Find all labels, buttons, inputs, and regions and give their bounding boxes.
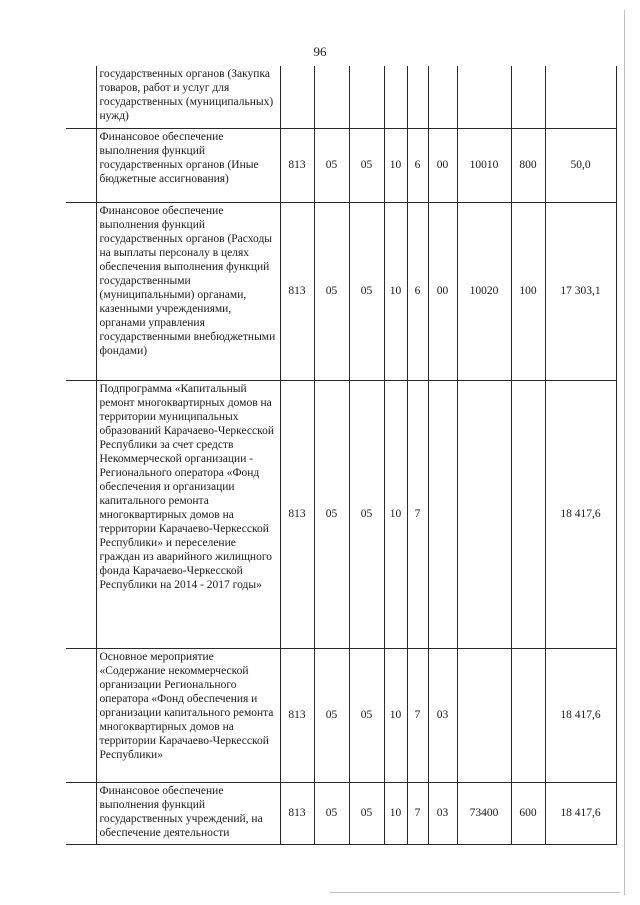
ministry-code-cell: 813 — [280, 128, 314, 202]
program-code-cell: 10 — [384, 202, 407, 380]
row-name-cell: Подпрограмма «Капитальный ремонт многоквартирных домов на территории муниципальных образований Карачаево-Черкесской Республики за счет средств Некоммерческой организации - Регионального оператора «Фонд обеспечения и организации капитального ремонта многоквартирных домов на территории Карачаево-Черкесской Республики» и переселение граждан из аварийного жилищного фонда Карачаево-Черкесской Республики на 2014 - 2017 годы» — [96, 380, 280, 648]
program-code-cell: 10 — [384, 128, 407, 202]
row-name-cell: Основное мероприятие «Содержание некоммерческой организации Регионального оператора «Фонд обеспечения и организации капитального ремонта многоквартирных домов на территории Карачаево-Черкесской Республики» — [96, 648, 280, 782]
scan-line — [624, 10, 625, 895]
amount-cell: 18 417,6 — [545, 648, 616, 782]
expense-type-cell — [511, 380, 545, 648]
measure-code-cell: 00 — [428, 128, 457, 202]
blank-cell — [66, 202, 96, 380]
amount-cell: 18 417,6 — [545, 782, 616, 844]
direction-code-cell: 10010 — [457, 128, 511, 202]
program-code-cell: 10 — [384, 380, 407, 648]
budget-table — [66, 66, 617, 845]
section-code-cell: 05 — [314, 128, 349, 202]
subprogram-code-cell: 7 — [407, 380, 428, 648]
direction-code-cell: 10020 — [457, 202, 511, 380]
direction-code-cell — [457, 648, 511, 782]
blank-cell — [66, 648, 96, 782]
measure-code-cell — [428, 66, 457, 128]
section-code-cell: 05 — [314, 202, 349, 380]
row-name-cell: Финансовое обеспечение выполнения функций государственных учреждений, на обеспечение деятельности — [96, 782, 280, 844]
direction-code-cell — [457, 66, 511, 128]
section-code-cell: 05 — [314, 380, 349, 648]
measure-code-cell: 00 — [428, 202, 457, 380]
blank-cell — [66, 66, 96, 128]
table-row — [66, 202, 616, 380]
direction-code-cell — [457, 380, 511, 648]
measure-code-cell — [428, 380, 457, 648]
table-row — [66, 380, 616, 648]
table-row — [66, 782, 616, 844]
subsection-code-cell: 05 — [349, 380, 384, 648]
amount-cell: 18 417,6 — [545, 380, 616, 648]
expense-type-cell: 600 — [511, 782, 545, 844]
row-name-cell: Финансовое обеспечение выполнения функций государственных органов (Расходы на выплаты персоналу в целях обеспечения выполнения функций государственными (муниципальными) органами, казенными учреждениями, органами управления государственными внебюджетными фондами) — [96, 202, 280, 380]
subsection-code-cell — [349, 66, 384, 128]
expense-type-cell — [511, 648, 545, 782]
amount-cell: 17 303,1 — [545, 202, 616, 380]
table-row — [66, 128, 616, 202]
amount-cell: 50,0 — [545, 128, 616, 202]
ministry-code-cell: 813 — [280, 648, 314, 782]
ministry-code-cell: 813 — [280, 782, 314, 844]
ministry-code-cell — [280, 66, 314, 128]
section-code-cell — [314, 66, 349, 128]
subprogram-code-cell: 6 — [407, 128, 428, 202]
blank-cell — [66, 128, 96, 202]
subprogram-code-cell — [407, 66, 428, 128]
expense-type-cell — [511, 66, 545, 128]
scan-line — [330, 892, 620, 893]
subprogram-code-cell: 7 — [407, 648, 428, 782]
blank-cell — [66, 782, 96, 844]
program-code-cell: 10 — [384, 648, 407, 782]
table-row — [66, 66, 616, 128]
measure-code-cell: 03 — [428, 648, 457, 782]
ministry-code-cell: 813 — [280, 202, 314, 380]
direction-code-cell: 73400 — [457, 782, 511, 844]
subprogram-code-cell: 7 — [407, 782, 428, 844]
measure-code-cell: 03 — [428, 782, 457, 844]
row-name-cell: Финансовое обеспечение выполнения функций государственных органов (Иные бюджетные ассигнования) — [96, 128, 280, 202]
expense-type-cell: 800 — [511, 128, 545, 202]
subsection-code-cell: 05 — [349, 782, 384, 844]
program-code-cell — [384, 66, 407, 128]
section-code-cell: 05 — [314, 782, 349, 844]
subprogram-code-cell: 6 — [407, 202, 428, 380]
section-code-cell: 05 — [314, 648, 349, 782]
subsection-code-cell: 05 — [349, 128, 384, 202]
subsection-code-cell: 05 — [349, 648, 384, 782]
program-code-cell: 10 — [384, 782, 407, 844]
blank-cell — [66, 380, 96, 648]
subsection-code-cell: 05 — [349, 202, 384, 380]
table-row — [66, 648, 616, 782]
page-number: 96 — [313, 44, 327, 59]
row-name-cell: государственных органов (Закупка товаров, работ и услуг для государственных (муниципальных) нужд) — [96, 66, 280, 128]
ministry-code-cell: 813 — [280, 380, 314, 648]
expense-type-cell: 100 — [511, 202, 545, 380]
amount-cell — [545, 66, 616, 128]
